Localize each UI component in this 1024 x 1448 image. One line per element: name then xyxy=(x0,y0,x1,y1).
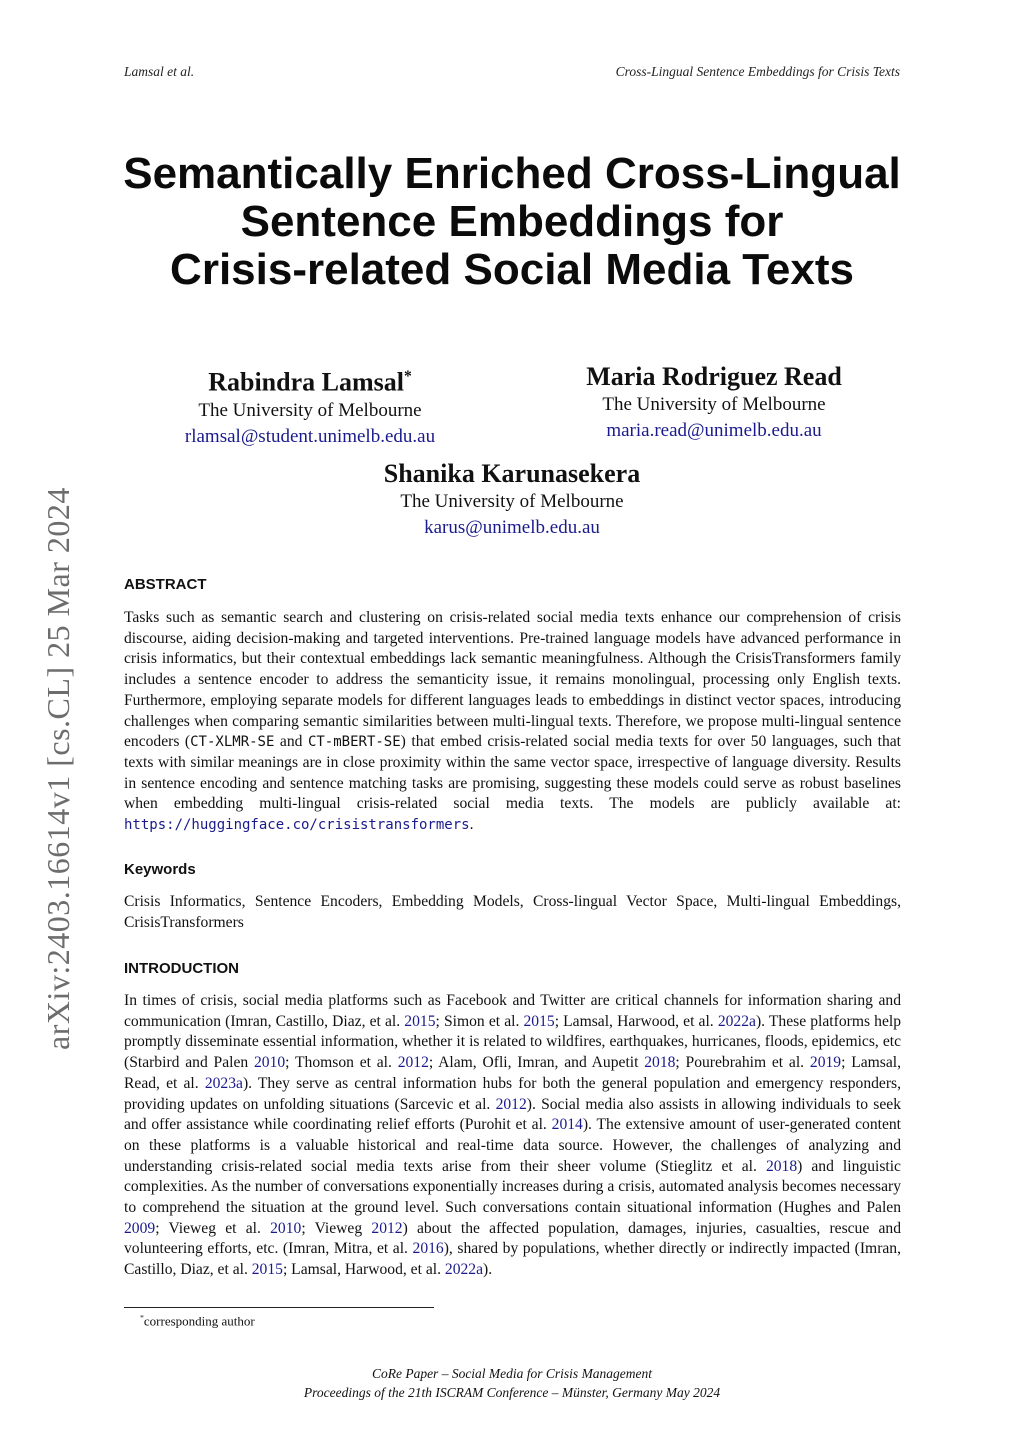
citation-link[interactable]: 2023a xyxy=(204,1074,243,1092)
footer-line: CoRe Paper – Social Media for Crisis Management xyxy=(371,1366,653,1381)
intro-text: ). The extensive amount of user-generated content on these platforms is a valuable historical and real-time data source. However, the challenges of analyzing and understanding crisis-related social media texts arise from their sheer volume (Stieglitz et al. xyxy=(124,1116,901,1175)
author-email[interactable]: karus@unimelb.edu.au xyxy=(424,517,600,538)
keywords-body: Crisis Informatics, Sentence Encoders, Embedding Models, Cross-lingual Vector Space, Multi-lingual Embeddings, CrisisTransformers xyxy=(124,893,901,931)
citation-link[interactable]: 2015 xyxy=(251,1261,283,1279)
arxiv-identifier: arXiv:2403.16614v1 [cs.CL] 25 Mar 2024 xyxy=(40,487,76,1050)
intro-text: ). xyxy=(483,1261,493,1279)
intro-text: ) about the affected population, damages, injuries, casualties, rescue and volunteering efforts, etc. (Imran, Mitra, et al. xyxy=(124,1219,902,1258)
author-email[interactable]: rlamsal@student.unimelb.edu.au xyxy=(184,425,436,447)
citation-link[interactable]: 2010 xyxy=(270,1219,302,1237)
footnote-divider xyxy=(124,1307,434,1308)
keywords-heading: Keywords xyxy=(124,861,196,878)
intro-text: ; Lamsal, Read, et al. xyxy=(124,1054,901,1092)
citation-link[interactable]: 2015 xyxy=(523,1012,555,1030)
paper-title xyxy=(0,150,1024,294)
intro-text: ; Vieweg et al. xyxy=(155,1219,271,1237)
model-name: CT-mBERT-SE xyxy=(307,734,401,751)
citation-link[interactable]: 2018 xyxy=(765,1157,798,1175)
introduction-heading: INTRODUCTION xyxy=(124,960,239,977)
footnote-mark: * xyxy=(140,1313,144,1322)
intro-text: ), shared by populations, whether directly or indirectly impacted (Imran, Castillo, Diaz, et al. xyxy=(124,1240,901,1279)
intro-text: ) and linguistic complexities. As the number of conversations exponentially increases during a crisis, automated analysis becomes necessary to comprehend the situation at the ground level. Such conversations contain situational information (Hughes and Palen xyxy=(124,1157,901,1217)
citation-link[interactable]: 2016 xyxy=(412,1240,444,1258)
author-affiliation: The University of Melbourne xyxy=(198,399,422,421)
introduction-body xyxy=(124,991,901,1281)
intro-text: ; Vieweg xyxy=(301,1219,372,1237)
title-line: Crisis-related Social Media Texts xyxy=(170,245,854,294)
citation-link[interactable]: 2018 xyxy=(644,1054,676,1072)
intro-text: ; Thomson et al. xyxy=(285,1054,398,1072)
running-head-right: Cross-Lingual Sentence Embeddings for Crisis Texts xyxy=(615,64,900,79)
title-line: Semantically Enriched Cross-Lingual xyxy=(123,149,901,198)
corresponding-mark: * xyxy=(403,368,412,385)
footnote: *corresponding author xyxy=(140,1313,255,1329)
citation-link[interactable]: 2022a xyxy=(717,1012,756,1030)
citation-link[interactable]: 2009 xyxy=(124,1219,156,1237)
author-name: Rabindra Lamsal* xyxy=(208,367,412,397)
citation-link[interactable]: 2014 xyxy=(551,1116,583,1134)
citation-link[interactable]: 2012 xyxy=(495,1095,527,1113)
author-affiliation: The University of Melbourne xyxy=(400,491,624,512)
author-affiliation: The University of Melbourne xyxy=(602,394,826,415)
author-name: Maria Rodriguez Read xyxy=(586,362,842,391)
title-line: Sentence Embeddings for xyxy=(240,197,784,246)
intro-text: ; Lamsal, Harwood, et al. xyxy=(282,1261,445,1279)
intro-text: ; Simon et al. xyxy=(435,1012,524,1030)
models-url-link[interactable]: https://huggingface.co/crisistransformers xyxy=(124,817,470,834)
author-block xyxy=(312,459,712,541)
running-head-left: Lamsal et al. xyxy=(124,64,195,79)
citation-link[interactable]: 2012 xyxy=(397,1054,429,1072)
abstract-heading: ABSTRACT xyxy=(124,576,207,593)
abstract-body: Tasks such as semantic search and clustering on crisis-related social media texts enhance our comprehension of crisis discourse, aiding decision-making and targeted interventions. Pre-trained language models have advanced performance in crisis informatics, but their contextual embeddings lack semantic meaningfulness. Although the CrisisTransformers family includes a sentence encoder to address the semanticity issue, it remains monolingual, processing only English texts. Furthermore, employing separate models for different languages leads to embeddings in distinct vector spaces, introducing challenges when comparing semantic similarities between multi-lingual texts. Therefore, we propose multi-lingual sentence encoders (CT-XLMR-SE and CT-mBERT-SE) that embed crisis-related social media texts for over 50 languages, such that texts with similar meanings are in close proximity within the same vector space, irrespective of language diversity. Results in sentence encoding and sentence matching tasks are promising, suggesting these models could serve as robust baselines when embedding multi-lingual crisis-related social media texts. The models are publicly available at: https://huggingface.co/crisistransformers. xyxy=(124,609,902,834)
citation-link[interactable]: 2010 xyxy=(253,1054,286,1072)
intro-text: ). Social media also assists in allowing individuals to seek and offer assistance while coordinating relief efforts (Purohit et al. xyxy=(124,1095,901,1134)
citation-link[interactable]: 2019 xyxy=(809,1054,842,1072)
model-name: CT-XLMR-SE xyxy=(190,734,275,751)
author-email[interactable]: maria.read@unimelb.edu.au xyxy=(606,420,822,441)
author-block xyxy=(554,362,874,444)
citation-link[interactable]: 2022a xyxy=(444,1261,483,1279)
intro-text: ; Alam, Ofli, Imran, and Aupetit xyxy=(428,1054,645,1072)
intro-text: In times of crisis, social media platforms such as Facebook and Twitter are critical channels for information sharing and communication (Imran, Castillo, Diaz, et al. xyxy=(124,992,901,1030)
intro-text: ). They serve as central information hubs for both the general population and emergency responders, providing updates on unfolding situations (Sarcevic et al. xyxy=(124,1074,901,1113)
footer-line: Proceedings of the 21th ISCRAM Conference – Münster, Germany May 2024 xyxy=(303,1385,721,1400)
author-block xyxy=(150,362,470,450)
citation-link[interactable]: 2012 xyxy=(371,1219,403,1237)
author-name: Shanika Karunasekera xyxy=(383,459,641,488)
intro-text: ). These platforms help promptly disseminate essential information, whether it is related to wildfires, earthquakes, hurricanes, floods, epidemics, etc (Starbird and Palen xyxy=(124,1012,901,1072)
intro-text: ; Pourebrahim et al. xyxy=(675,1054,810,1072)
citation-link[interactable]: 2015 xyxy=(404,1012,436,1030)
intro-text: ; Lamsal, Harwood, et al. xyxy=(554,1012,718,1030)
